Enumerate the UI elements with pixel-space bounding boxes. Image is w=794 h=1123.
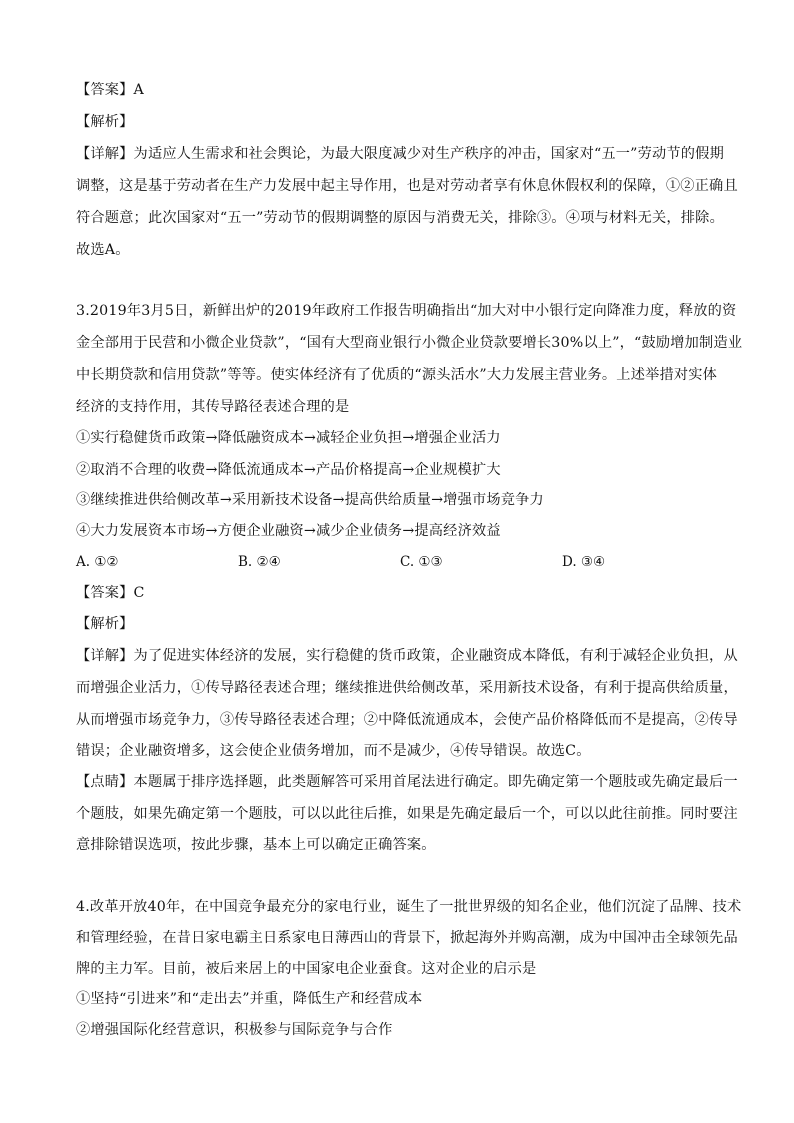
detail-line: 从而增强市场竞争力，③传导路径表述合理；②中降低流通成本，会使产品价格降低而不是提高，②传导 xyxy=(76,712,738,728)
option-a: A. ①② xyxy=(76,554,119,570)
detail-line: 调整，这是基于劳动者在生产力发展中起主导作用，也是对劳动者享有休息休假权利的保障，①②正确且 xyxy=(76,178,738,194)
option-b: B. ②④ xyxy=(238,554,281,570)
question-stem-line: 经济的支持作用，其传导路径表述合理的是 xyxy=(76,399,350,415)
question-stem-line: 3.2019年3月5日，新鲜出炉的2019年政府工作报告明确指出“加大对中小银行定向降准力度，释放的资 xyxy=(76,303,737,319)
question-item: ②增强国际化经营意识，积极参与国际竞争与合作 xyxy=(76,1022,393,1038)
tip-line: 意排除错误选项，按此步骤，基本上可以确定正确答案。 xyxy=(76,837,436,853)
tip-line: 个题肢，如果先确定第一个题肢，可以以此往后推，如果是先确定最后一个，可以以此往前推。同时要注 xyxy=(76,806,738,822)
question-item: ②取消不合理的收费→降低流通成本→产品价格提高→企业规模扩大 xyxy=(76,462,501,478)
detail-line: 而增强企业活力，①传导路径表述合理；继续推进供给侧改革，采用新技术设备，有利于提高供给质量， xyxy=(76,680,738,696)
detail-line: 故选A。 xyxy=(76,242,130,258)
tip-line: 【点睛】本题属于排序选择题，此类题解答可采用首尾法进行确定。即先确定第一个题肢或先确定最后一 xyxy=(76,774,738,790)
question-stem-line: 和管理经验，在昔日家电霸主日系家电日薄西山的背景下，掀起海外并购高潮，成为中国冲击全球领先品 xyxy=(76,930,738,946)
answer-label: 【答案】A xyxy=(76,82,144,98)
option-d: D. ③④ xyxy=(562,554,606,570)
analysis-label: 【解析】 xyxy=(76,616,134,632)
question-item: ①坚持“引进来”和“走出去”并重，降低生产和经营成本 xyxy=(76,991,423,1007)
detail-line: 符合题意；此次国家对“五一”劳动节的假期调整的原因与消费无关，排除③。④项与材料无关，排除。 xyxy=(76,210,724,226)
question-stem-line: 4.改革开放40年，在中国竞争最充分的家电行业，诞生了一批世界级的知名企业，他们沉淀了品牌、技术 xyxy=(76,899,742,915)
answer-label: 【答案】C xyxy=(76,585,145,601)
detail-line: 【详解】为适应人生需求和社会舆论，为最大限度减少对生产秩序的冲击，国家对“五一”劳动节的假期 xyxy=(76,146,724,162)
question-stem-line: 中长期贷款和信用贷款”等等。使实体经济有了优质的“源头活水”大力发展主营业务。上述举措对实体 xyxy=(76,367,718,383)
question-item: ③继续推进供给侧改革→采用新技术设备→提高供给质量→增强市场竞争力 xyxy=(76,492,544,508)
question-item: ①实行稳健货币政策→降低融资成本→减轻企业负担→增强企业活力 xyxy=(76,430,501,446)
question-stem-line: 金全部用于民营和小微企业贷款”，“国有大型商业银行小微企业贷款要增长30%以上”，“鼓励增加制造业 xyxy=(76,335,743,351)
question-stem-line: 牌的主力军。目前，被后来居上的中国家电企业蚕食。这对企业的启示是 xyxy=(76,961,537,977)
detail-line: 错误；企业融资增多，这会使企业债务增加，而不是减少，④传导错误。故选C。 xyxy=(76,743,591,759)
detail-line: 【详解】为了促进实体经济的发展，实行稳健的货币政策，企业融资成本降低，有利于减轻企业负担，从 xyxy=(76,648,738,664)
analysis-label: 【解析】 xyxy=(76,114,134,130)
option-c: C. ①③ xyxy=(400,554,443,570)
question-item: ④大力发展资本市场→方便企业融资→减少企业债务→提高经济效益 xyxy=(76,523,501,539)
